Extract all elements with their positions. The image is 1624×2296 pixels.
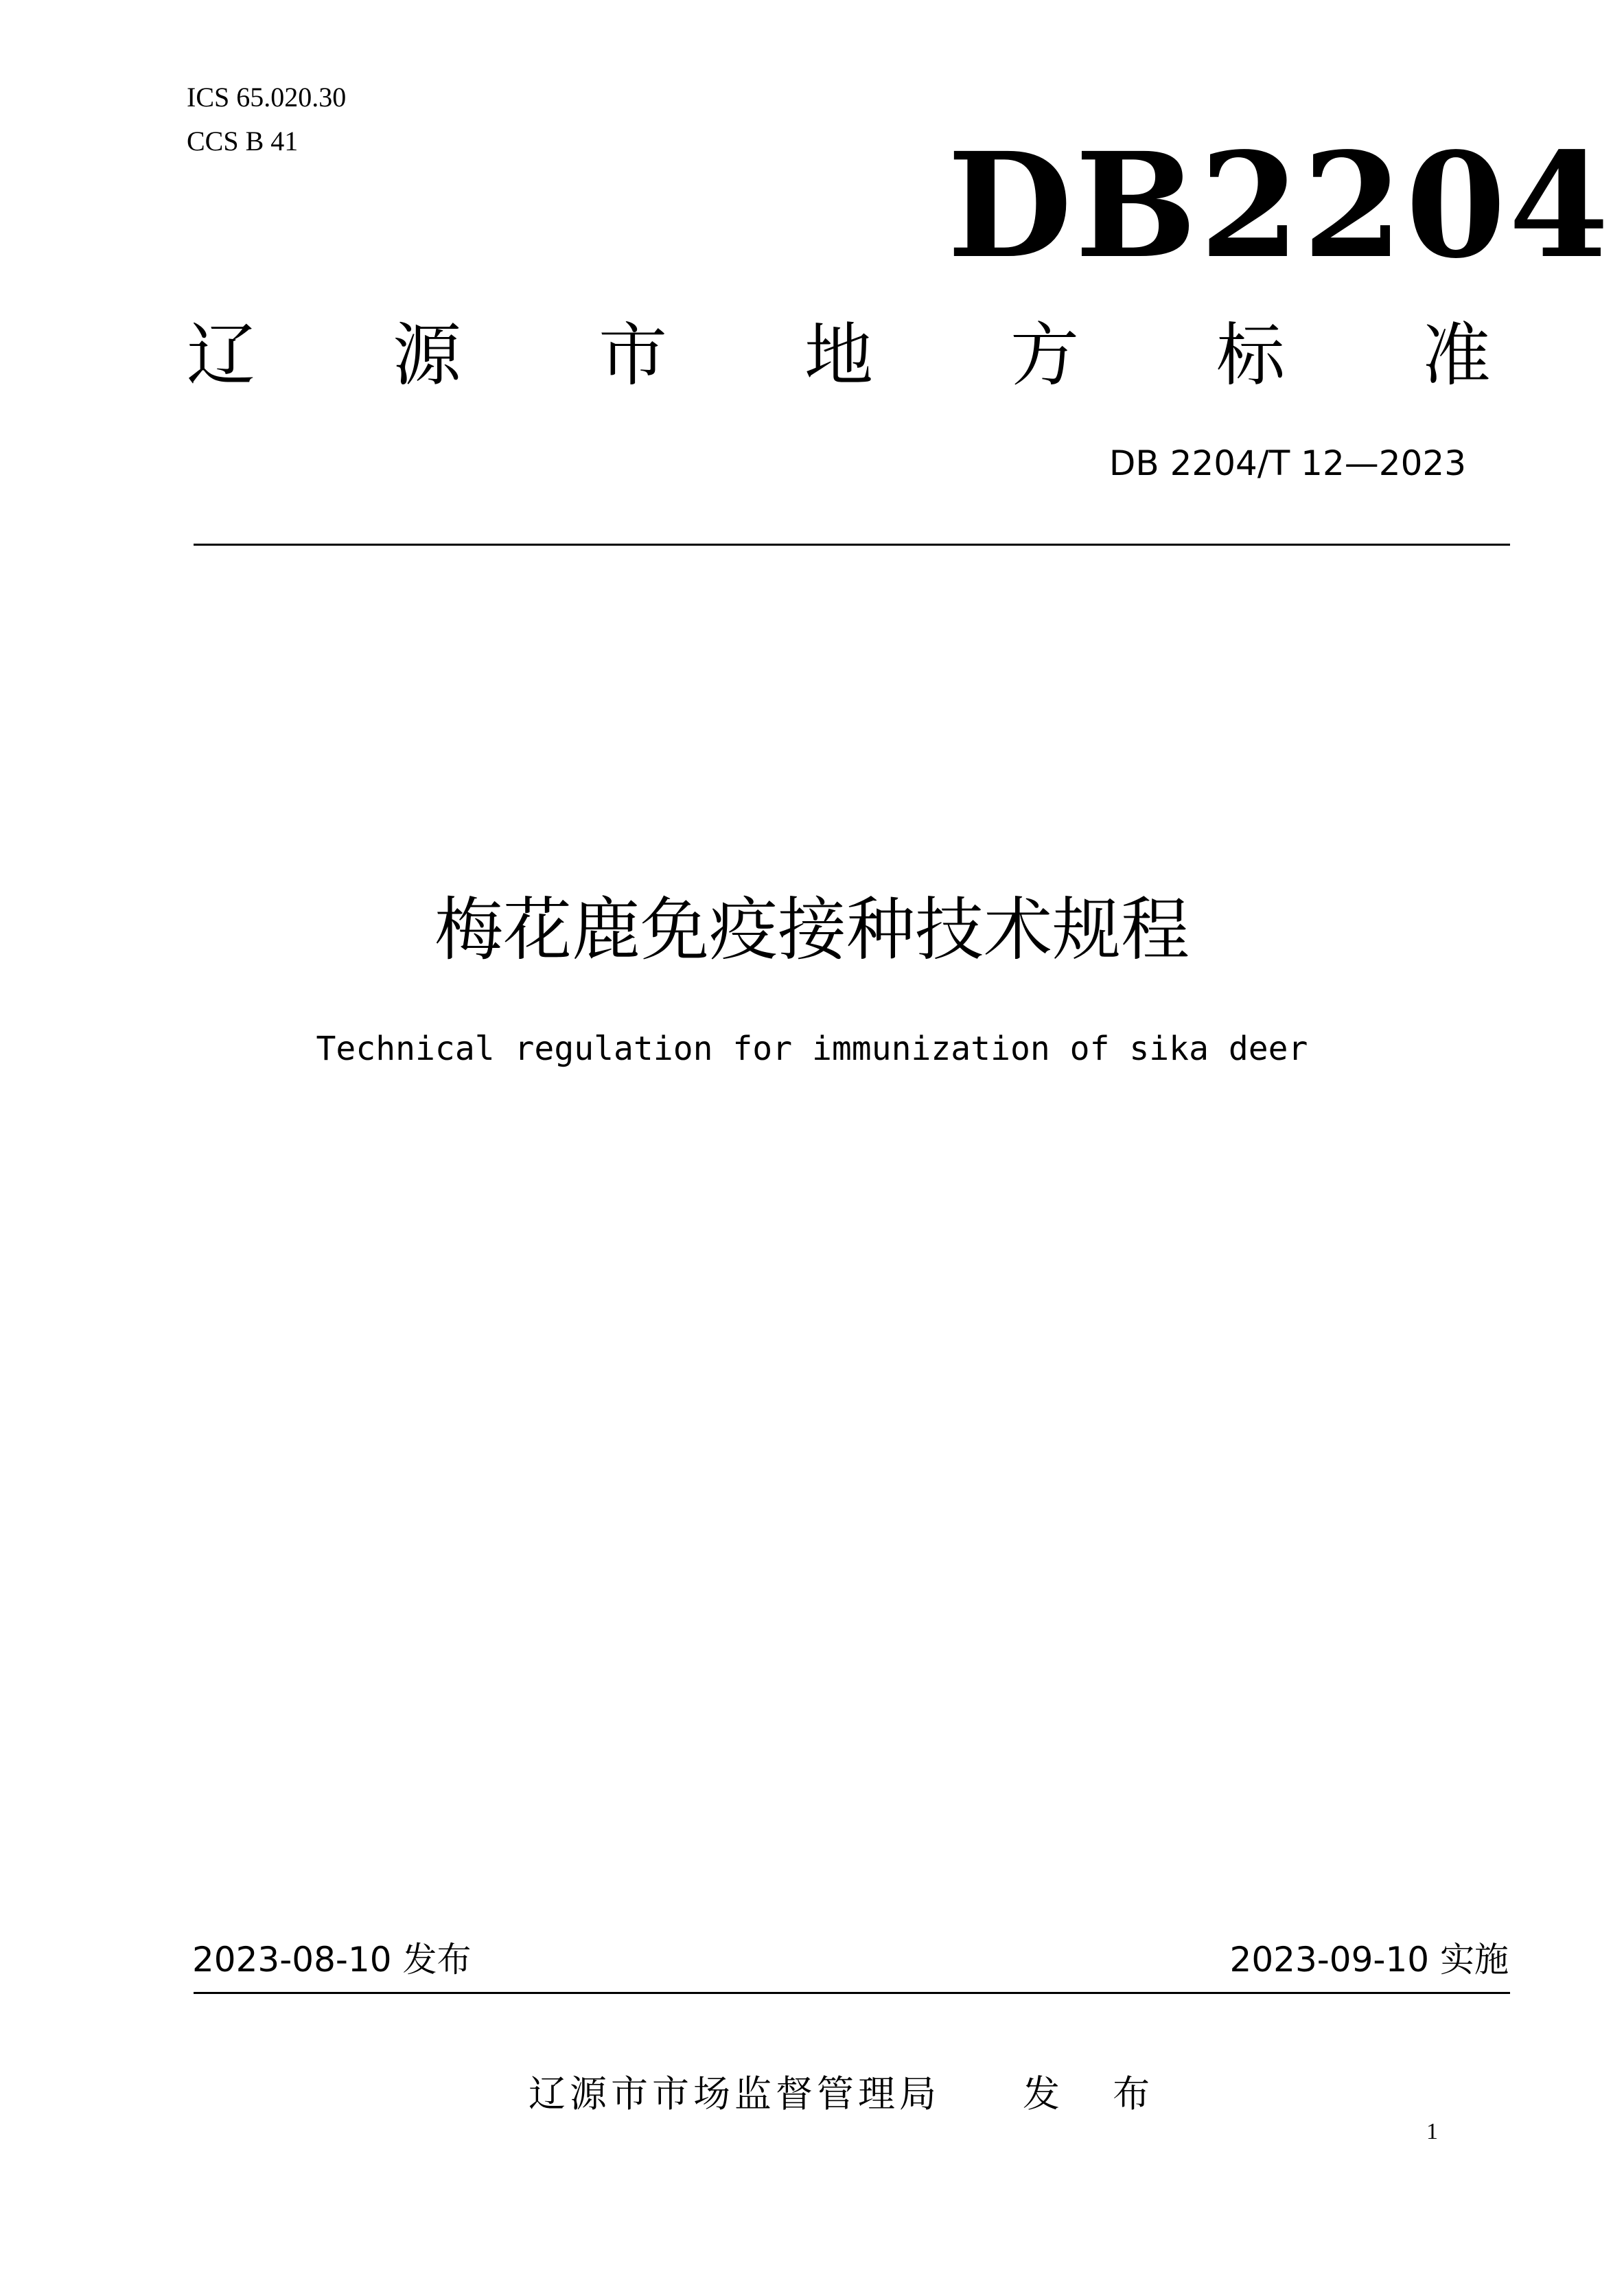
issuer-name: 辽源市市场监督管理局 — [529, 2072, 940, 2115]
standard-type-char: 方 — [1010, 315, 1079, 395]
db-logo: DB2204 — [947, 121, 1612, 290]
standard-type-heading — [187, 314, 1491, 397]
standard-type-char: 源 — [393, 315, 461, 395]
top-divider — [194, 544, 1510, 546]
issue-date: 2023-08-10 发布 — [192, 1940, 472, 1980]
ics-code: ICS 65.020.30 — [187, 82, 347, 113]
bottom-divider — [194, 1992, 1510, 1994]
standard-type-char: 标 — [1216, 315, 1285, 395]
standard-type-char: 市 — [599, 315, 667, 395]
issuer-action: 发 布 — [1023, 2072, 1171, 2115]
standard-type-char: 准 — [1422, 315, 1491, 395]
standard-type-char: 辽 — [187, 315, 255, 395]
document-title-chinese: 梅花鹿免疫接种技术规程 — [434, 890, 1190, 970]
page-number: 1 — [1426, 2119, 1438, 2144]
standard-type-char: 地 — [804, 315, 873, 395]
implementation-date: 2023-09-10 实施 — [1229, 1940, 1509, 1980]
document-title-english: Technical regulation for immunization of sika deer — [316, 1030, 1308, 1068]
ccs-code: CCS B 41 — [187, 126, 299, 156]
standard-number: DB 2204/T 12—2023 — [1109, 443, 1466, 483]
